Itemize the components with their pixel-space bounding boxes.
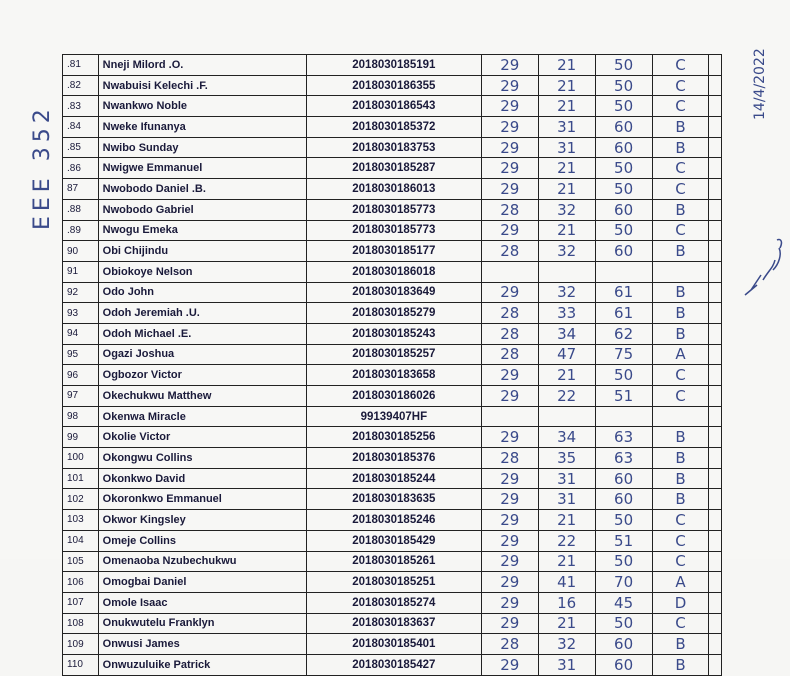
grade bbox=[652, 261, 709, 282]
total-score: 63 bbox=[595, 427, 652, 448]
exam-score: 32 bbox=[538, 199, 595, 220]
serial-number: 106 bbox=[63, 572, 99, 593]
reg-number: 2018030185376 bbox=[306, 448, 481, 469]
blank-cell bbox=[709, 468, 722, 489]
grade: C bbox=[652, 510, 709, 531]
table-row bbox=[63, 55, 722, 76]
ca-score: 28 bbox=[481, 448, 538, 469]
student-name: Nwibo Sunday bbox=[98, 137, 306, 158]
table-row bbox=[63, 96, 722, 117]
reg-number: 2018030186543 bbox=[306, 96, 481, 117]
grade: B bbox=[652, 323, 709, 344]
ca-score: 28 bbox=[481, 323, 538, 344]
ca-score bbox=[481, 261, 538, 282]
grade: B bbox=[652, 427, 709, 448]
grade: C bbox=[652, 613, 709, 634]
ca-score: 29 bbox=[481, 55, 538, 76]
student-name: Okolie Victor bbox=[98, 427, 306, 448]
serial-number: 87 bbox=[63, 179, 99, 200]
exam-score: 21 bbox=[538, 158, 595, 179]
ca-score: 28 bbox=[481, 344, 538, 365]
grade: B bbox=[652, 468, 709, 489]
blank-cell bbox=[709, 654, 722, 675]
ca-score: 29 bbox=[481, 220, 538, 241]
table-row bbox=[63, 406, 722, 427]
reg-number: 2018030185287 bbox=[306, 158, 481, 179]
ca-score: 29 bbox=[481, 489, 538, 510]
total-score: 60 bbox=[595, 137, 652, 158]
reg-number: 2018030186026 bbox=[306, 386, 481, 407]
reg-number: 2018030185251 bbox=[306, 572, 481, 593]
student-name: Odoh Jeremiah .U. bbox=[98, 303, 306, 324]
ca-score: 29 bbox=[481, 551, 538, 572]
student-name: Okenwa Miracle bbox=[98, 406, 306, 427]
total-score bbox=[595, 406, 652, 427]
grade: C bbox=[652, 220, 709, 241]
exam-score: 21 bbox=[538, 510, 595, 531]
reg-number: 2018030186018 bbox=[306, 261, 481, 282]
total-score: 60 bbox=[595, 634, 652, 655]
serial-number: .83 bbox=[63, 96, 99, 117]
reg-number: 2018030185191 bbox=[306, 55, 481, 76]
table-row bbox=[63, 654, 722, 675]
blank-cell bbox=[709, 489, 722, 510]
exam-score: 16 bbox=[538, 592, 595, 613]
student-name: Onukwutelu Franklyn bbox=[98, 613, 306, 634]
grade: B bbox=[652, 117, 709, 138]
blank-cell bbox=[709, 55, 722, 76]
serial-number: 96 bbox=[63, 365, 99, 386]
grade: C bbox=[652, 158, 709, 179]
table-row bbox=[63, 261, 722, 282]
grade: C bbox=[652, 530, 709, 551]
blank-cell bbox=[709, 386, 722, 407]
blank-cell bbox=[709, 241, 722, 262]
exam-score: 31 bbox=[538, 654, 595, 675]
total-score: 60 bbox=[595, 117, 652, 138]
serial-number: 102 bbox=[63, 489, 99, 510]
blank-cell bbox=[709, 75, 722, 96]
exam-score: 41 bbox=[538, 572, 595, 593]
grade: D bbox=[652, 592, 709, 613]
total-score: 50 bbox=[595, 510, 652, 531]
exam-score: 31 bbox=[538, 489, 595, 510]
reg-number: 2018030185274 bbox=[306, 592, 481, 613]
table-row bbox=[63, 530, 722, 551]
serial-number: .88 bbox=[63, 199, 99, 220]
student-name: Ogazi Joshua bbox=[98, 344, 306, 365]
exam-score: 22 bbox=[538, 386, 595, 407]
student-name: Nneji Milord .O. bbox=[98, 55, 306, 76]
grade: B bbox=[652, 654, 709, 675]
total-score: 60 bbox=[595, 468, 652, 489]
serial-number: .82 bbox=[63, 75, 99, 96]
serial-number: .86 bbox=[63, 158, 99, 179]
table-row bbox=[63, 344, 722, 365]
serial-number: 90 bbox=[63, 241, 99, 262]
total-score: 50 bbox=[595, 613, 652, 634]
serial-number: 91 bbox=[63, 261, 99, 282]
student-name: Omenaoba Nzubechukwu bbox=[98, 551, 306, 572]
date-handwritten: 14/4/2022 bbox=[752, 48, 768, 120]
table-row bbox=[63, 572, 722, 593]
exam-score bbox=[538, 406, 595, 427]
student-name: Okechukwu Matthew bbox=[98, 386, 306, 407]
student-name: Obiokoye Nelson bbox=[98, 261, 306, 282]
total-score: 60 bbox=[595, 654, 652, 675]
table-row bbox=[63, 365, 722, 386]
blank-cell bbox=[709, 592, 722, 613]
student-name: Obi Chijindu bbox=[98, 241, 306, 262]
student-name: Odoh Michael .E. bbox=[98, 323, 306, 344]
ca-score: 29 bbox=[481, 282, 538, 303]
blank-cell bbox=[709, 406, 722, 427]
total-score: 70 bbox=[595, 572, 652, 593]
reg-number: 2018030185429 bbox=[306, 530, 481, 551]
exam-score: 32 bbox=[538, 241, 595, 262]
blank-cell bbox=[709, 572, 722, 593]
table-row bbox=[63, 634, 722, 655]
exam-score: 35 bbox=[538, 448, 595, 469]
exam-score: 21 bbox=[538, 613, 595, 634]
grade bbox=[652, 406, 709, 427]
blank-cell bbox=[709, 158, 722, 179]
blank-cell bbox=[709, 551, 722, 572]
ca-score: 28 bbox=[481, 199, 538, 220]
student-name: Nwankwo Noble bbox=[98, 96, 306, 117]
ca-score bbox=[481, 406, 538, 427]
serial-number: .84 bbox=[63, 117, 99, 138]
blank-cell bbox=[709, 323, 722, 344]
ca-score: 29 bbox=[481, 530, 538, 551]
student-name: Nwabuisi Kelechi .F. bbox=[98, 75, 306, 96]
exam-score: 34 bbox=[538, 427, 595, 448]
exam-score: 21 bbox=[538, 75, 595, 96]
serial-number: .81 bbox=[63, 55, 99, 76]
reg-number: 2018030185244 bbox=[306, 468, 481, 489]
ca-score: 29 bbox=[481, 427, 538, 448]
exam-score: 22 bbox=[538, 530, 595, 551]
exam-score: 21 bbox=[538, 179, 595, 200]
table-row bbox=[63, 551, 722, 572]
grade: C bbox=[652, 96, 709, 117]
reg-number: 2018030185427 bbox=[306, 654, 481, 675]
signature-scribble bbox=[735, 230, 790, 300]
grade: B bbox=[652, 199, 709, 220]
total-score: 50 bbox=[595, 551, 652, 572]
blank-cell bbox=[709, 117, 722, 138]
total-score: 60 bbox=[595, 489, 652, 510]
reg-number: 2018030185246 bbox=[306, 510, 481, 531]
blank-cell bbox=[709, 96, 722, 117]
table-row bbox=[63, 386, 722, 407]
total-score: 50 bbox=[595, 179, 652, 200]
serial-number: 110 bbox=[63, 654, 99, 675]
blank-cell bbox=[709, 303, 722, 324]
ca-score: 29 bbox=[481, 386, 538, 407]
serial-number: 92 bbox=[63, 282, 99, 303]
serial-number: .85 bbox=[63, 137, 99, 158]
total-score: 50 bbox=[595, 220, 652, 241]
student-name: Okongwu Collins bbox=[98, 448, 306, 469]
blank-cell bbox=[709, 344, 722, 365]
ca-score: 29 bbox=[481, 654, 538, 675]
blank-cell bbox=[709, 179, 722, 200]
blank-cell bbox=[709, 634, 722, 655]
table-row bbox=[63, 613, 722, 634]
ca-score: 29 bbox=[481, 365, 538, 386]
table-row bbox=[63, 117, 722, 138]
total-score: 50 bbox=[595, 365, 652, 386]
student-name: Omole Isaac bbox=[98, 592, 306, 613]
reg-number: 2018030185256 bbox=[306, 427, 481, 448]
blank-cell bbox=[709, 613, 722, 634]
table-row bbox=[63, 303, 722, 324]
total-score: 61 bbox=[595, 282, 652, 303]
ca-score: 29 bbox=[481, 158, 538, 179]
reg-number: 2018030185773 bbox=[306, 199, 481, 220]
blank-cell bbox=[709, 137, 722, 158]
exam-score bbox=[538, 261, 595, 282]
grade: A bbox=[652, 572, 709, 593]
reg-number: 2018030185261 bbox=[306, 551, 481, 572]
student-name: Okoronkwo Emmanuel bbox=[98, 489, 306, 510]
serial-number: 103 bbox=[63, 510, 99, 531]
grade: B bbox=[652, 303, 709, 324]
student-name: Odo John bbox=[98, 282, 306, 303]
exam-score: 31 bbox=[538, 468, 595, 489]
grade: B bbox=[652, 448, 709, 469]
reg-number: 2018030185401 bbox=[306, 634, 481, 655]
exam-score: 34 bbox=[538, 323, 595, 344]
student-name: Nwobodo Daniel .B. bbox=[98, 179, 306, 200]
ca-score: 29 bbox=[481, 179, 538, 200]
total-score: 60 bbox=[595, 241, 652, 262]
serial-number: 109 bbox=[63, 634, 99, 655]
reg-number: 2018030183658 bbox=[306, 365, 481, 386]
exam-score: 32 bbox=[538, 282, 595, 303]
exam-score: 21 bbox=[538, 220, 595, 241]
exam-score: 47 bbox=[538, 344, 595, 365]
exam-score: 32 bbox=[538, 634, 595, 655]
serial-number: 105 bbox=[63, 551, 99, 572]
table-row bbox=[63, 220, 722, 241]
blank-cell bbox=[709, 199, 722, 220]
reg-number: 2018030183637 bbox=[306, 613, 481, 634]
grade: B bbox=[652, 634, 709, 655]
table-row bbox=[63, 241, 722, 262]
result-table bbox=[62, 54, 722, 676]
grade: A bbox=[652, 344, 709, 365]
reg-number: 2018030185279 bbox=[306, 303, 481, 324]
total-score: 51 bbox=[595, 530, 652, 551]
total-score: 50 bbox=[595, 158, 652, 179]
ca-score: 29 bbox=[481, 510, 538, 531]
grade: C bbox=[652, 365, 709, 386]
exam-score: 21 bbox=[538, 96, 595, 117]
grade: B bbox=[652, 282, 709, 303]
serial-number: 100 bbox=[63, 448, 99, 469]
exam-score: 33 bbox=[538, 303, 595, 324]
reg-number: 2018030185243 bbox=[306, 323, 481, 344]
serial-number: 99 bbox=[63, 427, 99, 448]
exam-score: 21 bbox=[538, 55, 595, 76]
student-name: Okwor Kingsley bbox=[98, 510, 306, 531]
serial-number: 93 bbox=[63, 303, 99, 324]
reg-number: 2018030185257 bbox=[306, 344, 481, 365]
grade: C bbox=[652, 386, 709, 407]
reg-number: 2018030183649 bbox=[306, 282, 481, 303]
student-name: Onwuzuluike Patrick bbox=[98, 654, 306, 675]
ca-score: 29 bbox=[481, 137, 538, 158]
reg-number: 2018030185773 bbox=[306, 220, 481, 241]
table-row bbox=[63, 282, 722, 303]
total-score: 50 bbox=[595, 55, 652, 76]
exam-score: 31 bbox=[538, 137, 595, 158]
course-code-handwritten: EEE 352 bbox=[30, 104, 55, 230]
blank-cell bbox=[709, 282, 722, 303]
ca-score: 29 bbox=[481, 468, 538, 489]
serial-number: 108 bbox=[63, 613, 99, 634]
grade: C bbox=[652, 75, 709, 96]
total-score: 51 bbox=[595, 386, 652, 407]
grade: C bbox=[652, 55, 709, 76]
table-row bbox=[63, 489, 722, 510]
blank-cell bbox=[709, 427, 722, 448]
table-row bbox=[63, 592, 722, 613]
serial-number: 101 bbox=[63, 468, 99, 489]
blank-cell bbox=[709, 220, 722, 241]
total-score: 60 bbox=[595, 199, 652, 220]
exam-score: 21 bbox=[538, 551, 595, 572]
serial-number: 104 bbox=[63, 530, 99, 551]
table-row bbox=[63, 137, 722, 158]
serial-number: 94 bbox=[63, 323, 99, 344]
blank-cell bbox=[709, 530, 722, 551]
reg-number: 2018030185177 bbox=[306, 241, 481, 262]
serial-number: 107 bbox=[63, 592, 99, 613]
serial-number: 97 bbox=[63, 386, 99, 407]
ca-score: 28 bbox=[481, 241, 538, 262]
student-name: Okonkwo David bbox=[98, 468, 306, 489]
grade: C bbox=[652, 551, 709, 572]
reg-number: 2018030186013 bbox=[306, 179, 481, 200]
total-score: 50 bbox=[595, 96, 652, 117]
ca-score: 29 bbox=[481, 572, 538, 593]
table-row bbox=[63, 323, 722, 344]
table-row bbox=[63, 158, 722, 179]
student-name: Nwobodo Gabriel bbox=[98, 199, 306, 220]
ca-score: 29 bbox=[481, 117, 538, 138]
grade: B bbox=[652, 137, 709, 158]
blank-cell bbox=[709, 448, 722, 469]
total-score: 62 bbox=[595, 323, 652, 344]
grade: B bbox=[652, 241, 709, 262]
student-name: Nweke Ifunanya bbox=[98, 117, 306, 138]
ca-score: 28 bbox=[481, 634, 538, 655]
student-name: Nwigwe Emmanuel bbox=[98, 158, 306, 179]
reg-number: 99139407HF bbox=[306, 406, 481, 427]
table-row bbox=[63, 427, 722, 448]
grade: B bbox=[652, 489, 709, 510]
reg-number: 2018030183635 bbox=[306, 489, 481, 510]
student-name: Omeje Collins bbox=[98, 530, 306, 551]
total-score: 63 bbox=[595, 448, 652, 469]
serial-number: 98 bbox=[63, 406, 99, 427]
total-score: 61 bbox=[595, 303, 652, 324]
student-name: Onwusi James bbox=[98, 634, 306, 655]
blank-cell bbox=[709, 365, 722, 386]
blank-cell bbox=[709, 261, 722, 282]
serial-number: .89 bbox=[63, 220, 99, 241]
table-row bbox=[63, 75, 722, 96]
table-row bbox=[63, 510, 722, 531]
reg-number: 2018030183753 bbox=[306, 137, 481, 158]
total-score: 75 bbox=[595, 344, 652, 365]
total-score: 45 bbox=[595, 592, 652, 613]
grade: C bbox=[652, 179, 709, 200]
table-row bbox=[63, 468, 722, 489]
table-row bbox=[63, 179, 722, 200]
student-name: Omogbai Daniel bbox=[98, 572, 306, 593]
student-name: Ogbozor Victor bbox=[98, 365, 306, 386]
ca-score: 28 bbox=[481, 303, 538, 324]
reg-number: 2018030186355 bbox=[306, 75, 481, 96]
table-row bbox=[63, 448, 722, 469]
exam-score: 21 bbox=[538, 365, 595, 386]
ca-score: 29 bbox=[481, 96, 538, 117]
ca-score: 29 bbox=[481, 75, 538, 96]
exam-score: 31 bbox=[538, 117, 595, 138]
student-name: Nwogu Emeka bbox=[98, 220, 306, 241]
reg-number: 2018030185372 bbox=[306, 117, 481, 138]
table-row bbox=[63, 199, 722, 220]
total-score: 50 bbox=[595, 75, 652, 96]
ca-score: 29 bbox=[481, 613, 538, 634]
ca-score: 29 bbox=[481, 592, 538, 613]
blank-cell bbox=[709, 510, 722, 531]
serial-number: 95 bbox=[63, 344, 99, 365]
total-score bbox=[595, 261, 652, 282]
